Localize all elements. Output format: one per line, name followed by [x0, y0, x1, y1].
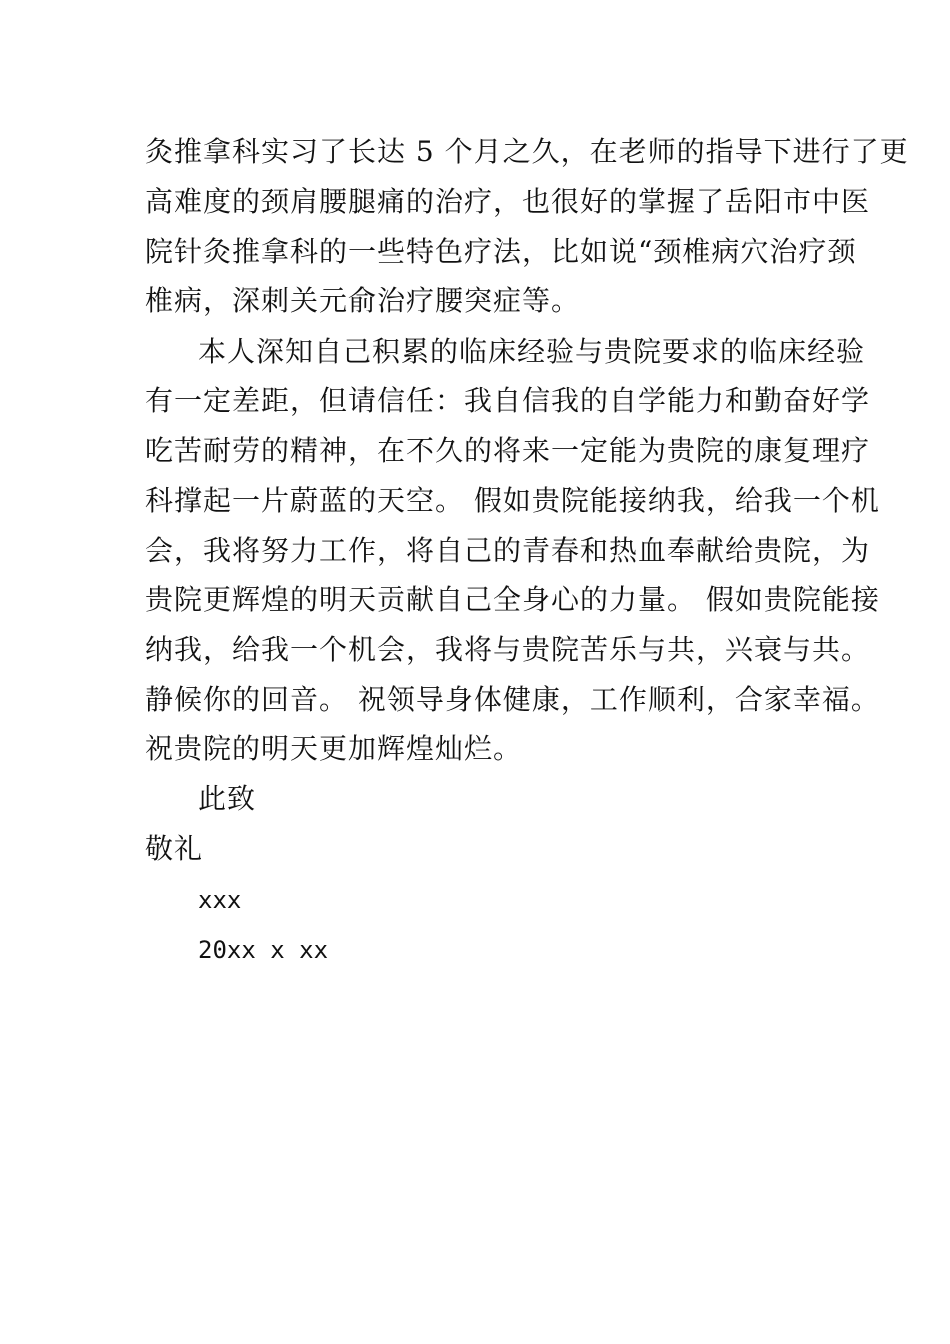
body-line: 灸推拿科实习了长达 5 个月之久，在老师的指导下进行了更: [145, 135, 909, 168]
body-line: 本人深知自己积累的临床经验与贵院要求的临床经验: [198, 335, 866, 368]
body-line: 纳我，给我一个机会，我将与贵院苦乐与共，兴衰与共。: [145, 633, 871, 666]
body-line: 吃苦耐劳的精神，在不久的将来一定能为贵院的康复理疗: [145, 434, 871, 467]
body-line: 静候你的回音。 祝领导身体健康，工作顺利，合家幸福。: [145, 683, 880, 716]
body-line: 祝贵院的明天更加辉煌灿烂。: [145, 732, 523, 765]
closing-text: 此致: [198, 782, 257, 815]
body-line: 有一定差距，但请信任：我自信我的自学能力和勤奋好学: [145, 384, 871, 417]
body-line: 贵院更辉煌的明天贡献自己全身心的力量。 假如贵院能接: [145, 583, 880, 616]
date: 20xx x xx: [198, 936, 329, 964]
salutation-text: 敬礼: [145, 832, 204, 865]
body-line: 科撑起一片蔚蓝的天空。 假如贵院能接纳我，给我一个机: [145, 484, 880, 517]
body-line: 高难度的颈肩腰腿痛的治疗，也很好的掌握了岳阳市中医: [145, 185, 871, 218]
signature: xxx: [198, 886, 242, 914]
body-line: 会，我将努力工作，将自己的青春和热血奉献给贵院，为: [145, 534, 871, 567]
body-line: 椎病，深刺关元俞治疗腰突症等。: [145, 284, 581, 317]
body-line: 院针灸推拿科的一些特色疗法，比如说“颈椎病穴治疗颈: [145, 235, 857, 268]
